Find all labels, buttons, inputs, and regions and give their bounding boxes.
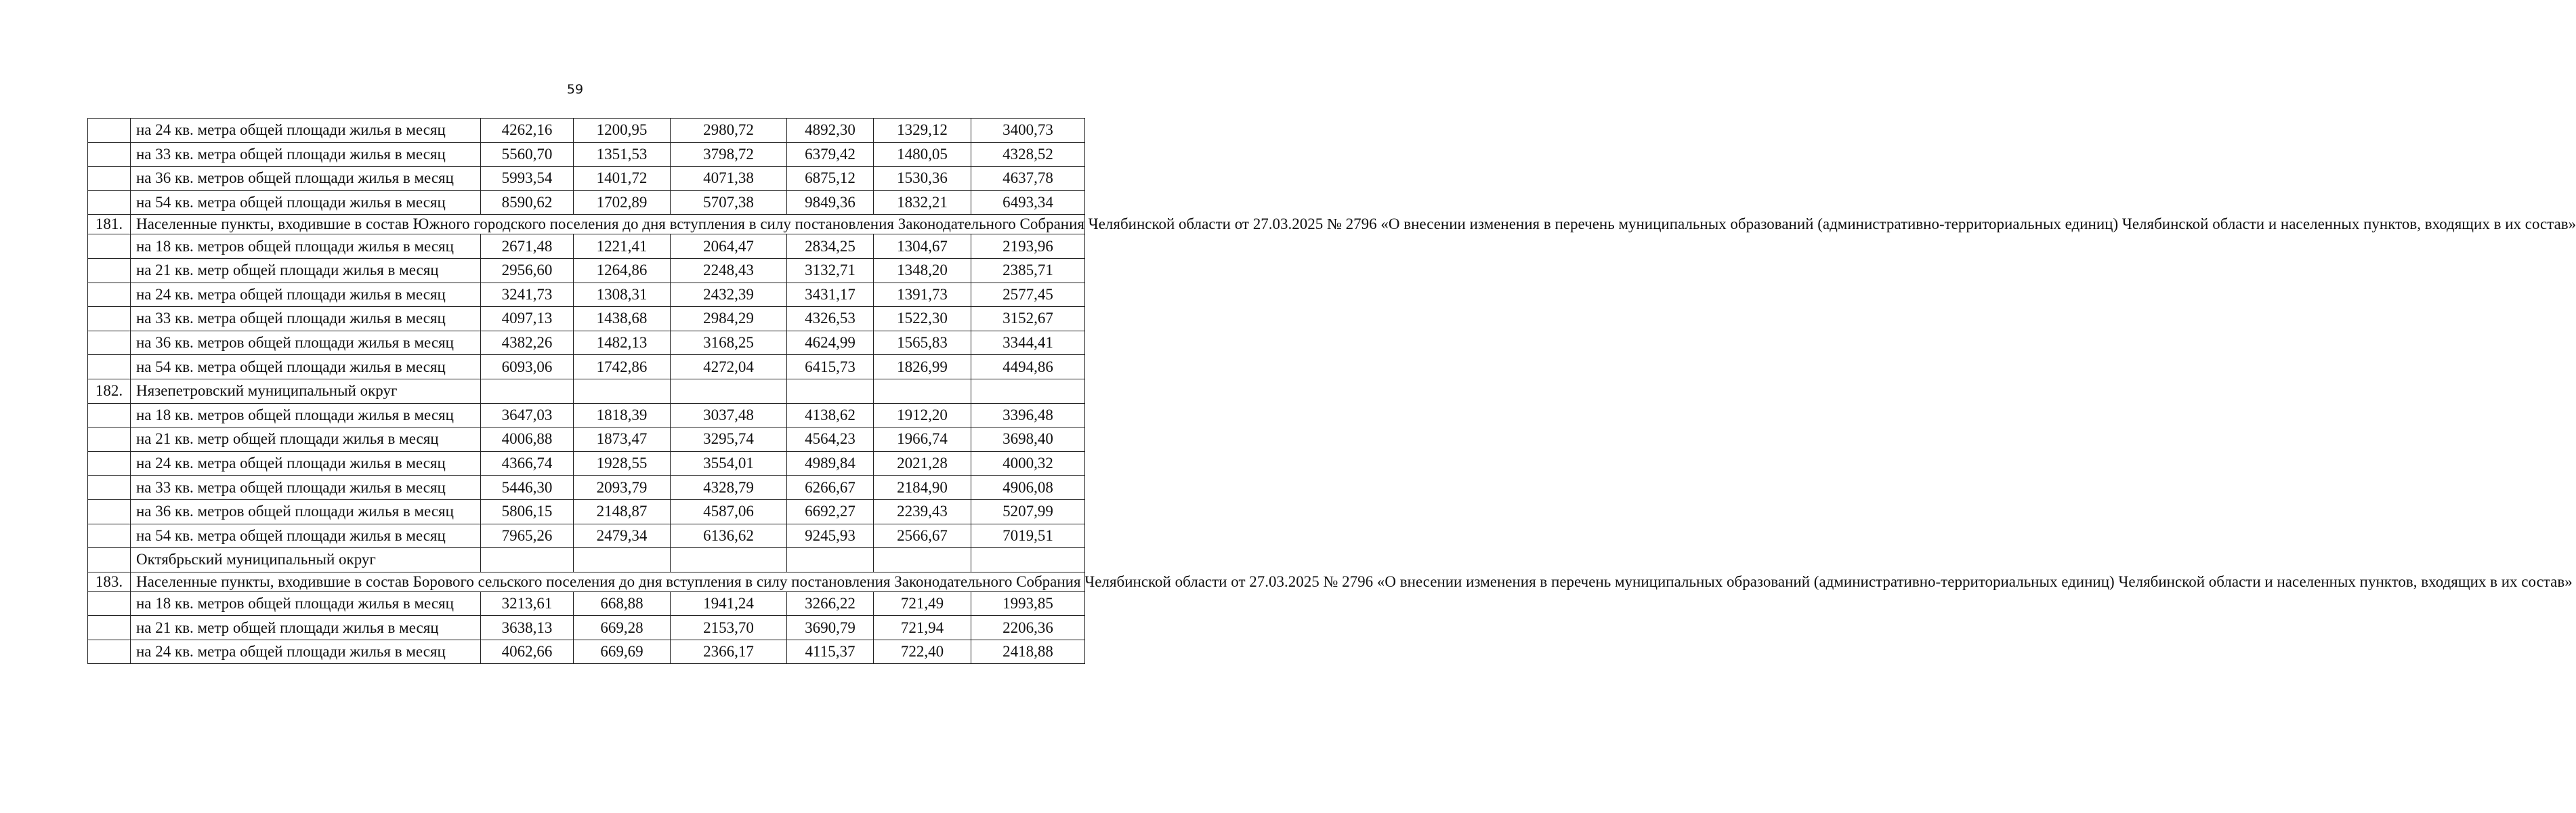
value-cell: 1818,39 [574, 403, 671, 428]
value-cell: 1873,47 [574, 428, 671, 452]
table-row [88, 190, 1085, 215]
row-number-cell [88, 307, 131, 331]
value-cell: 1221,41 [574, 234, 671, 259]
table-row [88, 142, 1085, 167]
value-cell: 1264,86 [574, 258, 671, 283]
value-cell: 1329,12 [874, 119, 971, 143]
value-cell: 3554,01 [671, 451, 787, 476]
row-number: 183. [88, 572, 131, 591]
value-cell: 1702,89 [574, 190, 671, 215]
value-cell: 4624,99 [787, 331, 874, 355]
row-number-cell [88, 167, 131, 191]
value-cell: 4564,23 [787, 428, 874, 452]
row-label: на 21 кв. метр общей площади жилья в месяц [131, 428, 481, 452]
row-label: на 18 кв. метров общей площади жилья в месяц [131, 591, 481, 616]
value-cell: 1993,85 [971, 591, 1085, 616]
value-cell: 2418,88 [971, 640, 1085, 664]
row-label: на 24 кв. метра общей площади жилья в месяц [131, 283, 481, 307]
empty-cell [874, 379, 971, 403]
value-cell: 1826,99 [874, 355, 971, 379]
value-cell: 4494,86 [971, 355, 1085, 379]
value-cell: 1304,67 [874, 234, 971, 259]
value-cell: 4262,16 [481, 119, 574, 143]
value-cell: 2064,47 [671, 234, 787, 259]
value-cell: 3647,03 [481, 403, 574, 428]
value-cell: 6136,62 [671, 524, 787, 548]
value-cell: 3396,48 [971, 403, 1085, 428]
row-number-cell [88, 616, 131, 640]
value-cell: 3431,17 [787, 283, 874, 307]
value-cell: 4006,88 [481, 428, 574, 452]
value-cell: 1401,72 [574, 167, 671, 191]
value-cell: 2984,29 [671, 307, 787, 331]
row-label: на 24 кв. метра общей площади жилья в месяц [131, 119, 481, 143]
value-cell: 3638,13 [481, 616, 574, 640]
value-cell: 1912,20 [874, 403, 971, 428]
value-cell: 4097,13 [481, 307, 574, 331]
row-number: 181. [88, 215, 131, 234]
value-cell: 3400,73 [971, 119, 1085, 143]
value-cell: 4906,08 [971, 476, 1085, 500]
value-cell: 722,40 [874, 640, 971, 664]
empty-cell [481, 548, 574, 572]
row-label: на 33 кв. метра общей площади жилья в месяц [131, 142, 481, 167]
row-number-cell [88, 499, 131, 524]
value-cell: 2184,90 [874, 476, 971, 500]
row-number-cell [88, 524, 131, 548]
value-cell: 4138,62 [787, 403, 874, 428]
value-cell: 1351,53 [574, 142, 671, 167]
value-cell: 3132,71 [787, 258, 874, 283]
table-row [88, 283, 1085, 307]
value-cell: 2956,60 [481, 258, 574, 283]
district-name: Нязепетровский муниципальный округ [131, 379, 481, 403]
value-cell: 2093,79 [574, 476, 671, 500]
row-label: на 36 кв. метров общей площади жилья в месяц [131, 167, 481, 191]
value-cell: 1565,83 [874, 331, 971, 355]
value-cell: 1348,20 [874, 258, 971, 283]
value-cell: 3037,48 [671, 403, 787, 428]
value-cell: 2248,43 [671, 258, 787, 283]
empty-cell [671, 379, 787, 403]
row-label: на 24 кв. метра общей площади жилья в месяц [131, 640, 481, 664]
value-cell: 5806,15 [481, 499, 574, 524]
row-label: на 54 кв. метра общей площади жилья в месяц [131, 355, 481, 379]
value-cell: 7965,26 [481, 524, 574, 548]
value-cell: 3798,72 [671, 142, 787, 167]
empty-cell [574, 548, 671, 572]
value-cell: 6493,34 [971, 190, 1085, 215]
value-cell: 2021,28 [874, 451, 971, 476]
value-cell: 6266,67 [787, 476, 874, 500]
value-cell: 9245,93 [787, 524, 874, 548]
value-cell: 2577,45 [971, 283, 1085, 307]
table-row [88, 591, 1085, 616]
value-cell: 1928,55 [574, 451, 671, 476]
row-number-cell [88, 428, 131, 452]
value-cell: 4071,38 [671, 167, 787, 191]
table-row [88, 167, 1085, 191]
section-row [88, 215, 1085, 234]
row-number-cell [88, 331, 131, 355]
value-cell: 2385,71 [971, 258, 1085, 283]
tariff-table [87, 118, 2576, 664]
table-row [88, 640, 1085, 664]
value-cell: 4382,26 [481, 331, 574, 355]
table-row [88, 476, 1085, 500]
value-cell: 5207,99 [971, 499, 1085, 524]
row-label: на 33 кв. метра общей площади жилья в месяц [131, 307, 481, 331]
heading-row [88, 379, 1085, 403]
row-label: на 18 кв. метров общей площади жилья в месяц [131, 403, 481, 428]
value-cell: 4637,78 [971, 167, 1085, 191]
value-cell: 2153,70 [671, 616, 787, 640]
row-label: на 24 кв. метра общей площади жилья в месяц [131, 451, 481, 476]
empty-cell [971, 379, 1085, 403]
value-cell: 4272,04 [671, 355, 787, 379]
district-name: Октябрьский муниципальный округ [131, 548, 481, 572]
value-cell: 2193,96 [971, 234, 1085, 259]
empty-cell [574, 379, 671, 403]
value-cell: 6692,27 [787, 499, 874, 524]
table-row [88, 499, 1085, 524]
value-cell: 1832,21 [874, 190, 971, 215]
value-cell: 1200,95 [574, 119, 671, 143]
value-cell: 4000,32 [971, 451, 1085, 476]
value-cell: 8590,62 [481, 190, 574, 215]
row-number-cell [88, 451, 131, 476]
value-cell: 3241,73 [481, 283, 574, 307]
row-label: на 33 кв. метра общей площади жилья в месяц [131, 476, 481, 500]
value-cell: 3690,79 [787, 616, 874, 640]
table-row [88, 119, 1085, 143]
value-cell: 6093,06 [481, 355, 574, 379]
value-cell: 2671,48 [481, 234, 574, 259]
row-label: на 21 кв. метр общей площади жилья в месяц [131, 258, 481, 283]
row-number: 182. [88, 379, 131, 403]
value-cell: 6379,42 [787, 142, 874, 167]
value-cell: 721,49 [874, 591, 971, 616]
value-cell: 2148,87 [574, 499, 671, 524]
row-number-cell [88, 142, 131, 167]
empty-cell [671, 548, 787, 572]
value-cell: 2432,39 [671, 283, 787, 307]
value-cell: 721,94 [874, 616, 971, 640]
value-cell: 2206,36 [971, 616, 1085, 640]
table-row [88, 524, 1085, 548]
value-cell: 4989,84 [787, 451, 874, 476]
value-cell: 7019,51 [971, 524, 1085, 548]
value-cell: 6875,12 [787, 167, 874, 191]
row-label: на 18 кв. метров общей площади жилья в месяц [131, 234, 481, 259]
value-cell: 3266,22 [787, 591, 874, 616]
value-cell: 1742,86 [574, 355, 671, 379]
row-label: на 36 кв. метров общей площади жилья в месяц [131, 499, 481, 524]
value-cell: 3295,74 [671, 428, 787, 452]
table-row [88, 307, 1085, 331]
empty-cell [481, 379, 574, 403]
value-cell: 1480,05 [874, 142, 971, 167]
row-label: на 36 кв. метров общей площади жилья в месяц [131, 331, 481, 355]
row-number-cell [88, 476, 131, 500]
row-number-cell [88, 355, 131, 379]
value-cell: 4892,30 [787, 119, 874, 143]
empty-cell [787, 548, 874, 572]
value-cell: 5993,54 [481, 167, 574, 191]
row-number-cell [88, 283, 131, 307]
value-cell: 1391,73 [874, 283, 971, 307]
value-cell: 3168,25 [671, 331, 787, 355]
page-number: 59 [566, 82, 584, 97]
table-body [88, 119, 2576, 664]
value-cell: 3213,61 [481, 591, 574, 616]
value-cell: 2239,43 [874, 499, 971, 524]
value-cell: 4587,06 [671, 499, 787, 524]
value-cell: 3152,67 [971, 307, 1085, 331]
row-number-cell [88, 258, 131, 283]
section-description: Населенные пункты, входившие в состав Борового сельского поселения до дня вступления в силу постановления Законодательного Собрания Челябинской области от 27.03.2025 № 2796 «О внесении изменения в перечень муниципальных образований (административно-территориальных единиц) Челябинской области и населенных пунктов, входящих в их состав» [131, 572, 1085, 591]
row-number-cell [88, 190, 131, 215]
table-row [88, 451, 1085, 476]
value-cell: 5707,38 [671, 190, 787, 215]
value-cell: 4328,79 [671, 476, 787, 500]
row-label: на 54 кв. метра общей площади жилья в месяц [131, 524, 481, 548]
value-cell: 2479,34 [574, 524, 671, 548]
section-description: Населенные пункты, входившие в состав Южного городского поселения до дня вступления в силу постановления Законодательного Собрания Челябинской области от 27.03.2025 № 2796 «О внесении изменения в перечень муниципальных образований (административно-территориальных единиц) Челябинской области и населенных пунктов, входящих в их состав» [131, 215, 1085, 234]
value-cell: 4328,52 [971, 142, 1085, 167]
table-row [88, 234, 1085, 259]
value-cell: 1522,30 [874, 307, 971, 331]
empty-cell [787, 379, 874, 403]
value-cell: 6415,73 [787, 355, 874, 379]
row-number-cell [88, 234, 131, 259]
table-row [88, 403, 1085, 428]
table-row [88, 616, 1085, 640]
table-row [88, 331, 1085, 355]
empty-cell [874, 548, 971, 572]
row-number-cell [88, 591, 131, 616]
row-number-cell [88, 403, 131, 428]
value-cell: 669,69 [574, 640, 671, 664]
row-number [88, 548, 131, 572]
table-row [88, 258, 1085, 283]
value-cell: 4366,74 [481, 451, 574, 476]
value-cell: 1308,31 [574, 283, 671, 307]
value-cell: 1438,68 [574, 307, 671, 331]
value-cell: 3344,41 [971, 331, 1085, 355]
value-cell: 3698,40 [971, 428, 1085, 452]
value-cell: 2834,25 [787, 234, 874, 259]
table-row [88, 355, 1085, 379]
value-cell: 1941,24 [671, 591, 787, 616]
value-cell: 1482,13 [574, 331, 671, 355]
value-cell: 5446,30 [481, 476, 574, 500]
value-cell: 668,88 [574, 591, 671, 616]
row-label: на 21 кв. метр общей площади жилья в месяц [131, 616, 481, 640]
value-cell: 5560,70 [481, 142, 574, 167]
row-number-cell [88, 640, 131, 664]
table-row [88, 428, 1085, 452]
value-cell: 2566,67 [874, 524, 971, 548]
value-cell: 1530,36 [874, 167, 971, 191]
value-cell: 669,28 [574, 616, 671, 640]
section-row [88, 572, 1085, 591]
value-cell: 2980,72 [671, 119, 787, 143]
heading-row [88, 548, 1085, 572]
value-cell: 4062,66 [481, 640, 574, 664]
value-cell: 9849,36 [787, 190, 874, 215]
value-cell: 2366,17 [671, 640, 787, 664]
value-cell: 4326,53 [787, 307, 874, 331]
value-cell: 4115,37 [787, 640, 874, 664]
row-number-cell [88, 119, 131, 143]
empty-cell [971, 548, 1085, 572]
row-label: на 54 кв. метра общей площади жилья в месяц [131, 190, 481, 215]
value-cell: 1966,74 [874, 428, 971, 452]
